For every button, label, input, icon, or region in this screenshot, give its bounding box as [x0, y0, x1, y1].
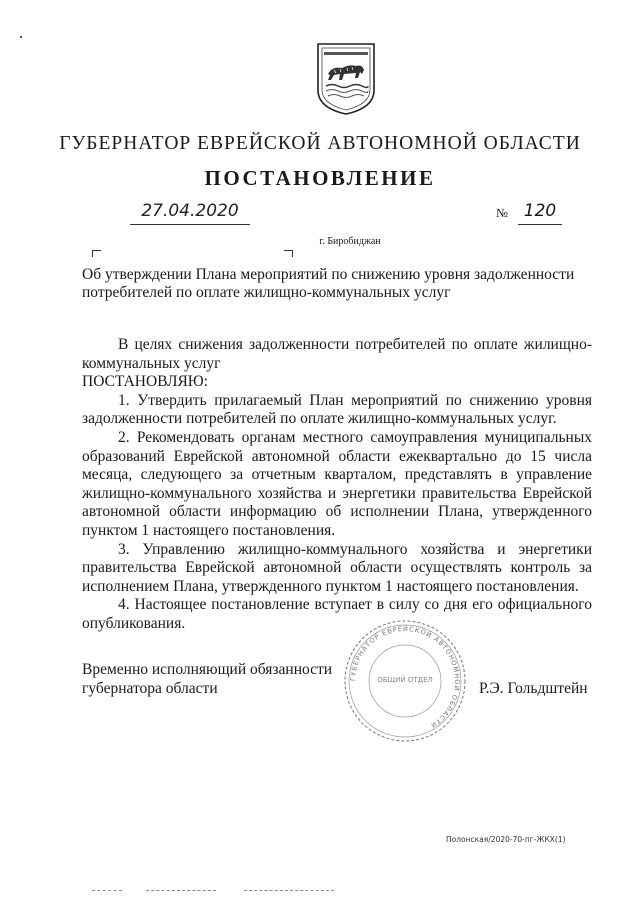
item-2: 2. Рекомендовать органам местного самоуправления муниципальных образований Еврейской автономной области ежеквартально до 15 числа месяца, следующего за отчетным кварталом, представлять в управление жилищно-коммунального хозяйства и энергетики правительства Еврейской автономной области информацию об исполнении Плана, утвержденного пунктом 1 настоящего постановления. [82, 428, 592, 539]
document-subject: Об утверждении Плана мероприятий по снижению уровня задолженности потребителей по оплате жилищно-коммунальных услуг [82, 266, 575, 301]
signer-title-line-2: губернатора области [82, 679, 218, 697]
document-date: 27.04.2020 [130, 200, 250, 225]
subject-corner-left [92, 250, 101, 257]
signer-name: Р.Э. Гольдштейн [479, 680, 588, 697]
bottom-scan-mark [244, 890, 334, 892]
bottom-scan-mark [92, 890, 122, 892]
number-label: № [496, 206, 508, 220]
resolve-word: ПОСТАНОВЛЯЮ: [82, 373, 209, 391]
coat-of-arms-tiger-icon [314, 40, 378, 116]
footer-code: Полонская/2020-70-пг-ЖКХ(1) [446, 835, 566, 844]
item-3: 3. Управлению жилищно-коммунального хозяйства и энергетики правительства Еврейской автономной области осуществлять контроль за исполнением Плана, утвержденного пунктом 1 настоящего постановления. [82, 540, 592, 595]
document-number: 120 [518, 200, 562, 225]
item-4: 4. Настоящее постановление вступает в силу со дня его официального опубликования. [82, 596, 592, 632]
subject-corner-right [284, 250, 293, 257]
authority-title: ГУБЕРНАТОР ЕВРЕЙСКОЙ АВТОНОМНОЙ ОБЛАСТИ [59, 133, 581, 154]
preamble: В целях снижения задолженности потребителей по оплате жилищно-коммунальных услуг [82, 336, 592, 372]
signer-title [82, 661, 362, 698]
seal-inner-text: ОБЩИЙ ОТДЕЛ [377, 676, 433, 684]
bottom-scan-mark [146, 890, 216, 892]
item-1: 1. Утвердить прилагаемый План мероприятий по снижению уровня задолженности потребителей по оплате жилищно-коммунальных услуг. [82, 391, 592, 428]
signer-title-line-1: Временно исполняющий обязанности [82, 661, 333, 678]
document-body [82, 336, 592, 634]
seal-ring-text: ГУБЕРНАТОР ЕВРЕЙСКОЙ АВТОНОМНОЙ ОБЛАСТИ [348, 624, 462, 730]
document-type: ПОСТАНОВЛЕНИЕ [204, 166, 436, 190]
scan-speck [20, 36, 22, 38]
city-label: г. Биробиджан [319, 236, 381, 247]
